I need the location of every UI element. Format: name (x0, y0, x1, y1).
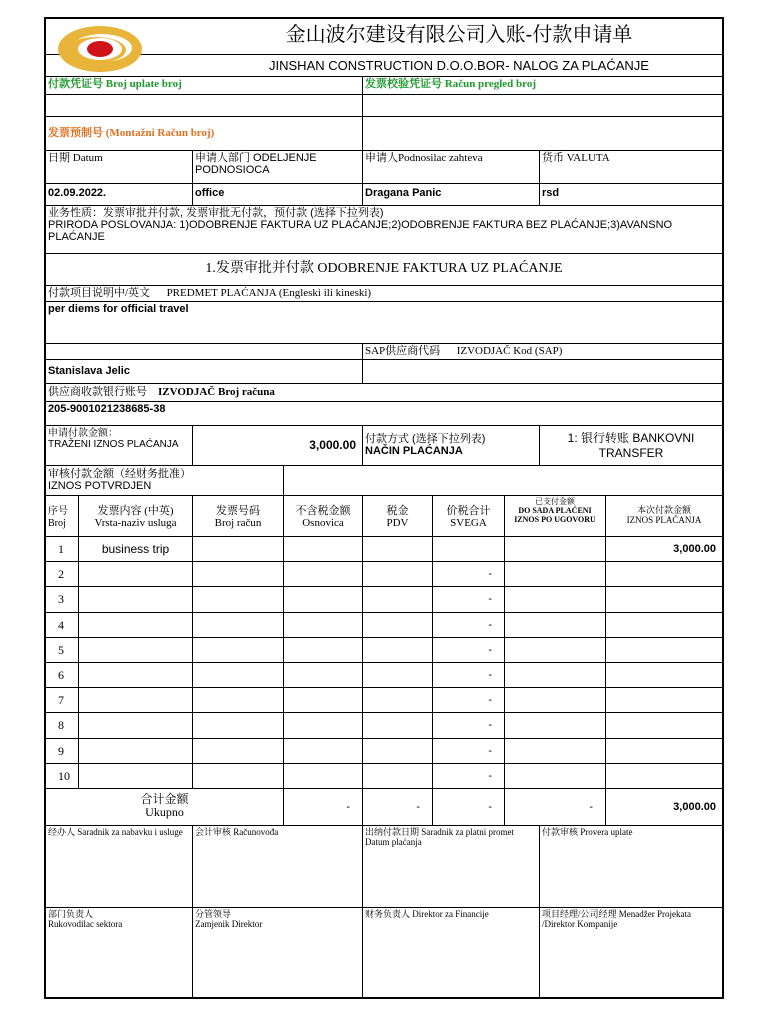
total-row (46, 789, 722, 826)
header-title-row (46, 19, 722, 55)
method-label-cn: 付款方式 (选择下拉列表) (365, 433, 486, 445)
applicant-label: 申请人Podnosilac zahteva (363, 151, 540, 183)
table-row (46, 713, 722, 738)
date-value[interactable]: 02.09.2022. (46, 184, 193, 205)
payment-voucher-label: 付款凭证号 Broj uplate broj (46, 77, 363, 94)
signature-deputy-director[interactable]: 分管领导 Zamjenik Direktor (193, 908, 363, 999)
row-number: 5 (46, 638, 79, 662)
purpose-label-cn: 付款项目说明中/英文 (48, 287, 151, 299)
row-pdv[interactable] (363, 537, 433, 561)
row-payment[interactable]: 3,000.00 (673, 543, 716, 555)
row-paid[interactable] (505, 613, 606, 637)
signature-accountant[interactable]: 会计审核 Računovođa (193, 826, 363, 907)
row-paid[interactable] (505, 764, 606, 788)
table-header-row (46, 496, 722, 537)
col-header-osnovica-cn: 不含税金额 (295, 505, 351, 517)
row-osnovica[interactable] (284, 739, 363, 763)
row-payment[interactable] (606, 638, 722, 662)
signature-procurement[interactable]: 经办人 Saradnik za nabavku i usluge (46, 826, 193, 907)
date-label: 日期 Datum (46, 151, 193, 183)
row-number: 7 (46, 688, 79, 712)
col-header-paid (505, 496, 606, 536)
approved-row (46, 466, 722, 496)
col-header-osnovica (284, 496, 363, 536)
row-osnovica[interactable] (284, 764, 363, 788)
row-number: 9 (46, 739, 79, 763)
payment-voucher-value[interactable] (46, 95, 363, 116)
purpose-label-sr: PREDMET PLAĆANJA (Engleski ili kineski) (166, 287, 372, 299)
col-header-paid-cn: 已支付金额 (535, 497, 575, 506)
row-pdv[interactable] (363, 613, 433, 637)
row-payment[interactable] (606, 713, 722, 737)
row-invoice-number[interactable] (193, 537, 284, 561)
approved-label (46, 466, 284, 495)
signature-sector-head[interactable]: 部门负责人 Rukovodilac sektora (46, 908, 193, 999)
requested-row (46, 426, 722, 466)
table-row (46, 764, 722, 789)
col-header-pdv (363, 496, 433, 536)
row-description[interactable] (79, 713, 193, 737)
supplier-name-row (46, 360, 722, 384)
voucher-value-row (46, 95, 722, 117)
row-description[interactable] (79, 739, 193, 763)
purpose-label-row (46, 286, 722, 302)
payment-form (44, 17, 724, 999)
method-label-sr: NAČIN PLAĆANJA (365, 445, 463, 457)
total-svega: - (433, 789, 505, 825)
purpose-value-row (46, 302, 722, 344)
purpose-value[interactable]: per diems for official travel (48, 303, 189, 315)
col-header-invoice-cn: 发票号码 (216, 505, 260, 517)
row-number: 3 (46, 587, 79, 611)
supplier-name[interactable]: Stanislava Jelic (46, 360, 363, 383)
info-value-row (46, 184, 722, 206)
row-payment[interactable] (606, 663, 722, 687)
row-svega[interactable]: - (433, 638, 505, 662)
total-osnovica: - (284, 789, 363, 825)
applicant-value[interactable]: Dragana Panic (363, 184, 540, 205)
row-description[interactable] (79, 562, 193, 586)
signature-project-manager[interactable]: 项目经理/公司经理 Menadžer Projekata /Direktor Kompanije (542, 909, 691, 929)
total-pdv: - (363, 789, 433, 825)
row-osnovica[interactable] (284, 688, 363, 712)
row-number: 2 (46, 562, 79, 586)
row-paid[interactable] (505, 638, 606, 662)
row-number: 8 (46, 713, 79, 737)
row-description[interactable] (79, 663, 193, 687)
invoice-check-value[interactable] (363, 95, 722, 116)
bank-account-row (46, 402, 722, 426)
row-pdv[interactable] (363, 713, 433, 737)
col-header-paid-sr: DO SADA PLAĆENI IZNOS PO UGOVORU (514, 506, 596, 524)
invoice-prefab-label: 发票预制号 (Montažni Račun broj) (46, 117, 363, 150)
row-invoice-number[interactable] (193, 638, 284, 662)
col-header-pay-sr: IZNOS PLAĆANJA (626, 515, 702, 525)
info-label-row (46, 151, 722, 184)
row-payment[interactable] (606, 562, 722, 586)
row-paid[interactable] (505, 688, 606, 712)
sap-code-value[interactable] (363, 360, 722, 383)
row-svega[interactable] (433, 537, 505, 561)
business-value-row (46, 254, 722, 286)
total-paid: - (505, 789, 606, 825)
row-svega[interactable]: - (433, 713, 505, 737)
row-description[interactable]: business trip (79, 537, 193, 561)
requested-label-cn: 申请付款金额： (48, 428, 118, 439)
row-osnovica[interactable] (284, 713, 363, 737)
row-paid[interactable] (505, 739, 606, 763)
signature-row-1 (46, 826, 722, 908)
signature-payment-check[interactable]: 付款审核 Provera uplate (542, 827, 633, 837)
row-number: 1 (46, 537, 79, 561)
col-header-desc-sr: Vrsta-naziv usluga (94, 517, 177, 529)
approved-label-sr: IZNOS POTVRDJEN (48, 480, 152, 492)
total-label-cn: 合计金额 (140, 792, 189, 806)
total-label-sr: Ukupno (145, 805, 184, 819)
row-svega[interactable]: - (433, 739, 505, 763)
method-label (363, 426, 540, 465)
approved-value[interactable] (284, 466, 722, 495)
bank-label-sr: IZVODJAČ Broj računa (158, 386, 275, 398)
method-value[interactable]: 1: 银行转账 BANKOVNI TRANSFER (567, 431, 695, 460)
voucher-label-row (46, 77, 722, 95)
col-header-desc-cn: 发票内容 (中英) (97, 505, 174, 517)
col-header-no-cn: 序号 (48, 506, 68, 517)
table-row (46, 638, 722, 663)
col-header-svega (433, 496, 505, 536)
row-payment[interactable] (606, 739, 722, 763)
col-header-pay (606, 496, 722, 536)
signature-finance-director[interactable]: 财务负责人 Direktor za Financije (363, 908, 540, 999)
col-header-desc (79, 496, 193, 536)
bank-label (46, 384, 722, 401)
requested-label-sr: TRAŽENI IZNOS PLAĆANJA (48, 439, 179, 450)
row-osnovica[interactable] (284, 638, 363, 662)
row-pdv[interactable] (363, 764, 433, 788)
row-number: 10 (46, 764, 79, 788)
row-svega[interactable]: - (433, 688, 505, 712)
table-row (46, 739, 722, 764)
row-invoice-number[interactable] (193, 688, 284, 712)
col-header-pdv-sr: PDV (386, 517, 409, 529)
row-invoice-number[interactable] (193, 613, 284, 637)
sap-label (363, 344, 722, 359)
row-svega[interactable]: - (433, 663, 505, 687)
row-osnovica[interactable] (284, 537, 363, 561)
row-svega[interactable]: - (433, 613, 505, 637)
row-invoice-number[interactable] (193, 562, 284, 586)
dept-label: 申请人部门 ODELJENJE PODNOSIOCA (193, 151, 363, 183)
row-paid[interactable] (505, 562, 606, 586)
bank-account[interactable]: 205-9001021238685-38 (48, 403, 166, 415)
row-description[interactable] (79, 638, 193, 662)
bank-label-row (46, 384, 722, 402)
table-row (46, 688, 722, 713)
row-payment[interactable] (606, 613, 722, 637)
col-header-invoice-sr: Broj račun (214, 517, 262, 529)
header-subtitle-row (46, 55, 722, 77)
row-invoice-number[interactable] (193, 764, 284, 788)
table-row (46, 562, 722, 587)
currency-label: 货币 VALUTA (542, 152, 610, 164)
row-paid[interactable] (505, 713, 606, 737)
row-pdv[interactable] (363, 688, 433, 712)
col-header-osnovica-sr: Osnovica (302, 517, 344, 529)
row-number: 6 (46, 663, 79, 687)
row-invoice-number[interactable] (193, 663, 284, 687)
row-pdv[interactable] (363, 562, 433, 586)
row-osnovica[interactable] (284, 562, 363, 586)
table-row (46, 537, 722, 562)
row-paid[interactable] (505, 587, 606, 611)
invoice-check-label: 发票校验凭证号 Račun pregled broj (365, 78, 537, 90)
row-description[interactable] (79, 688, 193, 712)
business-label-cn: 业务性质：发票审批并付款, 发票审批无付款，预付款 (选择下拉列表) (48, 207, 384, 219)
row-osnovica[interactable] (284, 663, 363, 687)
col-header-svega-cn: 价税合计 (446, 505, 491, 517)
row-invoice-number[interactable] (193, 587, 284, 611)
row-payment[interactable] (606, 587, 722, 611)
col-header-invoice (193, 496, 284, 536)
requested-label (46, 426, 193, 465)
sap-label-sr: IZVODJAČ Kod (SAP) (456, 345, 563, 357)
row-payment[interactable] (606, 688, 722, 712)
form-title: 金山波尔建设有限公司入账-付款申请单 (285, 24, 633, 46)
signature-cashier[interactable]: 出纳付款日期 Saradnik za platni promet Datum plaćanja (363, 826, 540, 907)
sap-label-cn: SAP供应商代码 (365, 345, 441, 357)
row-svega[interactable]: - (433, 587, 505, 611)
business-label (46, 206, 722, 253)
row-paid[interactable] (505, 537, 606, 561)
row-invoice-number[interactable] (193, 739, 284, 763)
table-row (46, 613, 722, 638)
currency-value[interactable]: rsd (542, 187, 560, 199)
row-pdv[interactable] (363, 663, 433, 687)
table-row (46, 587, 722, 612)
bank-label-cn: 供应商收款银行账号 (48, 386, 147, 398)
business-label-sr: PRIRODA POSLOVANJA: 1)ODOBRENJE FAKTURA UZ PLAĆANJE;2)ODOBRENJE FAKTURA BEZ PLAĆANJE;3)AVANSNO PLAĆANJE (48, 219, 673, 243)
signature-row-2 (46, 908, 722, 999)
row-pdv[interactable] (363, 739, 433, 763)
business-value[interactable]: 1.发票审批并付款 ODOBRENJE FAKTURA UZ PLAĆANJE (205, 261, 563, 276)
col-header-pay-cn: 本次付款金额 (636, 505, 691, 515)
sap-row (46, 344, 722, 360)
row-osnovica[interactable] (284, 613, 363, 637)
row-number: 4 (46, 613, 79, 637)
row-svega[interactable]: - (433, 562, 505, 586)
row-pdv[interactable] (363, 587, 433, 611)
purpose-label (46, 286, 722, 301)
row-description[interactable] (79, 613, 193, 637)
row-svega[interactable]: - (433, 764, 505, 788)
row-invoice-number[interactable] (193, 713, 284, 737)
col-header-no (46, 496, 79, 536)
invoice-prefab-row (46, 117, 722, 151)
total-label (46, 789, 284, 825)
table-row (46, 663, 722, 688)
row-description[interactable] (79, 764, 193, 788)
row-payment[interactable] (606, 764, 722, 788)
business-label-row (46, 206, 722, 254)
invoice-prefab-value[interactable] (363, 117, 722, 150)
row-pdv[interactable] (363, 638, 433, 662)
dept-value[interactable]: office (193, 184, 363, 205)
col-header-no-sr: Broj (48, 518, 66, 529)
approved-label-cn: 审核付款金额（经财务批准） (48, 468, 191, 480)
requested-value[interactable]: 3,000.00 (193, 426, 363, 465)
row-paid[interactable] (505, 663, 606, 687)
sap-blank (46, 344, 363, 359)
row-description[interactable] (79, 587, 193, 611)
col-header-svega-sr: SVEGA (450, 517, 487, 529)
form-subtitle: JINSHAN CONSTRUCTION D.O.O.BOR- NALOG ZA PLAĆANJE (269, 58, 649, 73)
col-header-pdv-cn: 税金 (386, 505, 409, 517)
total-pay: 3,000.00 (673, 801, 716, 813)
row-osnovica[interactable] (284, 587, 363, 611)
